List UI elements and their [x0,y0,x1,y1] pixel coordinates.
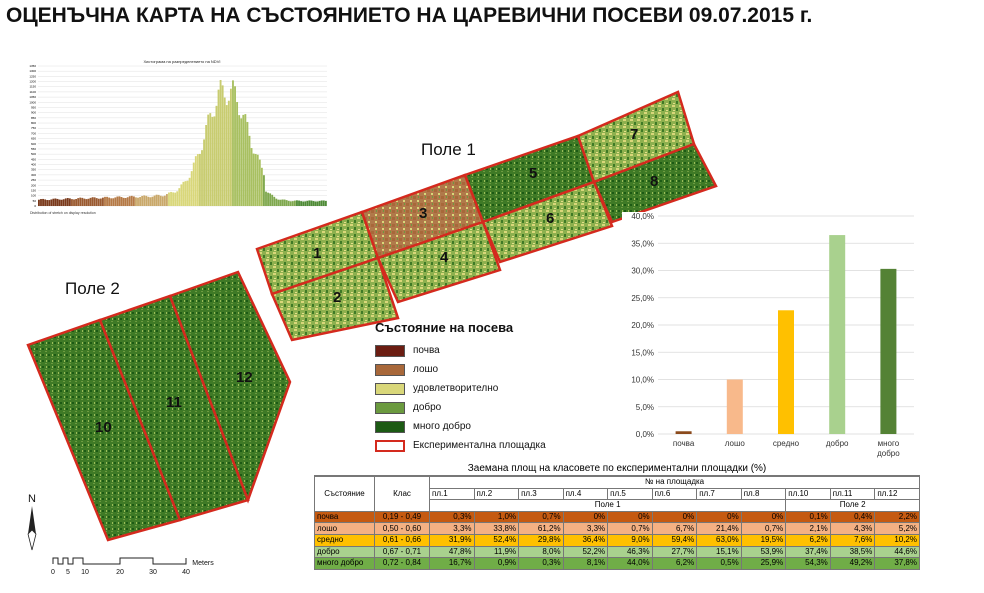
plot-label: 1 [313,245,322,262]
bar [676,431,692,434]
row-state: почва [315,511,375,523]
row-value: 59,4% [652,534,697,546]
class-area-table [314,462,920,584]
bar [829,235,845,434]
north-arrow-icon [22,492,42,552]
y-tick-label: 25,0% [631,293,654,303]
row-value: 4,3% [830,523,875,535]
histogram-y-tick: 200 [30,183,36,188]
field-2-label: Поле 2 [65,279,120,298]
header-plot: пл.8 [741,488,786,500]
row-value: 21,4% [697,523,742,535]
bar [880,269,896,434]
header-plot: пл.11 [830,488,875,500]
histogram-y-tick: 1050 [29,95,36,100]
table-row [315,523,920,535]
row-value: 31,9% [430,534,475,546]
legend-label: Експериментална площадка [413,440,546,451]
header-plot: пл.3 [519,488,564,500]
row-class: 0,19 - 0,49 [375,511,430,523]
plot-label: 12 [236,369,253,386]
histogram-title: Хистограма на разпределението на NDVI [143,59,221,64]
data-table [314,476,920,570]
row-value: 0,9% [474,558,519,570]
row-value: 2,2% [875,511,920,523]
row-value: 49,2% [830,558,875,570]
histogram-y-tick: 650 [30,136,36,141]
row-value: 37,4% [786,546,831,558]
table-caption: Заемана площ на класовете по експериментални площадки (%) [314,462,920,476]
row-value: 0,3% [519,558,564,570]
scale-tick: 20 [116,569,124,576]
row-value: 33,8% [474,523,519,535]
plot-label: 7 [630,126,639,143]
row-value: 6,7% [652,523,697,535]
row-state: средно [315,534,375,546]
histogram-y-tick: 50 [32,198,36,203]
row-value: 15,1% [697,546,742,558]
histogram-y-tick: 750 [30,126,36,131]
header-plot: пл.12 [875,488,920,500]
x-category-label: почва [672,439,695,448]
row-value: 0% [652,511,697,523]
row-value: 9,0% [608,534,653,546]
histogram-y-tick: 1300 [29,69,36,74]
legend-swatch [375,402,405,414]
y-tick-label: 35,0% [631,239,654,249]
header-plot: пл.5 [608,488,653,500]
header-plot: пл.1 [430,488,475,500]
row-class: 0,50 - 0,60 [375,523,430,535]
scale-tick: 40 [182,569,190,576]
header-class: Клас [375,477,430,512]
page-title: ОЦЕНЪЧНА КАРТА НА СЪСТОЯНИЕТО НА ЦАРЕВИЧНИ ПОСЕВИ 09.07.2015 г. [6,4,813,27]
row-value: 2,1% [786,523,831,535]
header-plot: пл.2 [474,488,519,500]
row-state: добро [315,546,375,558]
histogram-y-tick: 100 [30,193,36,198]
row-value: 0% [741,511,786,523]
legend-label: удовлетворително [413,383,499,394]
row-value: 7,6% [830,534,875,546]
legend-label: добро [413,402,442,413]
legend [375,320,615,455]
legend-swatch [375,421,405,433]
field-1-label: Поле 1 [421,140,476,159]
y-tick-label: 0,0% [635,430,654,439]
row-value: 6,2% [786,534,831,546]
row-value: 0,1% [786,511,831,523]
plot-label: 4 [440,249,449,266]
y-tick-label: 20,0% [631,321,654,330]
row-value: 44,6% [875,546,920,558]
legend-swatch [375,345,405,357]
histogram-y-tick: 1250 [29,74,36,79]
plot-label: 3 [419,205,428,222]
histogram-y-tick: 1150 [29,84,36,89]
row-value: 0% [697,511,742,523]
legend-swatch [375,364,405,376]
legend-label: лошо [413,364,439,375]
row-value: 1,0% [474,511,519,523]
histogram-y-tick: 950 [30,105,36,110]
header-plot: пл.6 [652,488,697,500]
plot-label: 11 [166,394,182,411]
scale-bar [48,552,218,588]
header-group-field-2: Поле 2 [786,500,920,512]
row-value: 44,0% [608,558,653,570]
histogram-y-tick: 150 [30,188,36,193]
row-value: 63,0% [697,534,742,546]
histogram-y-tick: 900 [30,110,36,115]
table-row [315,546,920,558]
row-value: 0,7% [608,523,653,535]
table-row [315,534,920,546]
y-tick-label: 30,0% [631,266,654,276]
histogram-y-tick: 700 [30,131,36,136]
scale-unit: Meters [192,560,214,567]
legend-item [375,436,615,455]
row-value: 53,9% [741,546,786,558]
x-category-label: лошо [724,439,745,448]
x-category-label: много [877,439,900,448]
header-plot: пл.4 [563,488,608,500]
row-value: 3,3% [563,523,608,535]
row-class: 0,61 - 0,66 [375,534,430,546]
row-value: 3,3% [430,523,475,535]
plot-label: 5 [529,165,538,182]
histogram-y-tick: 350 [30,167,36,172]
header-plot: пл.10 [786,488,831,500]
histogram-y-tick: 550 [30,146,36,151]
row-value: 0,7% [741,523,786,535]
histogram-y-tick: 850 [30,115,36,120]
row-class: 0,67 - 0,71 [375,546,430,558]
legend-item [375,341,615,360]
histogram-y-tick: 250 [30,178,36,183]
legend-label: много добро [413,421,471,432]
row-value: 11,9% [474,546,519,558]
row-value: 10,2% [875,534,920,546]
histogram-y-tick: 400 [30,162,36,167]
row-value: 52,4% [474,534,519,546]
row-class: 0,72 - 0,84 [375,558,430,570]
histogram-y-tick: 450 [30,157,36,162]
bar [778,310,794,434]
row-value: 6,2% [652,558,697,570]
row-value: 46,3% [608,546,653,558]
legend-label: почва [413,345,440,356]
header-plot: пл.7 [697,488,742,500]
y-tick-label: 15,0% [631,348,654,358]
plot-label: 6 [546,210,555,227]
plot-label: 10 [95,419,112,436]
row-value: 8,1% [563,558,608,570]
histogram-footer: Distribution of stretch on display resolution [30,211,96,215]
y-tick-label: 40,0% [631,212,654,221]
row-value: 29,8% [519,534,564,546]
header-group-field-1: Поле 1 [430,500,786,512]
histogram-y-tick: 1200 [29,79,36,84]
legend-swatch [375,383,405,395]
north-label: N [28,493,36,505]
header-state: Състояние [315,477,375,512]
row-value: 27,7% [652,546,697,558]
header-plot-number: № на площадка [430,477,920,489]
x-category-label: добро [877,449,900,458]
row-value: 5,2% [875,523,920,535]
row-value: 36,4% [563,534,608,546]
row-value: 61,2% [519,523,564,535]
plot-label: 2 [333,289,342,306]
row-value: 8,0% [519,546,564,558]
scale-tick: 10 [81,569,89,576]
histogram-y-tick: 1350 [29,64,36,68]
row-state: много добро [315,558,375,570]
row-value: 38,5% [830,546,875,558]
histogram-y-tick: 1000 [29,100,36,105]
histogram-y-tick: 600 [30,141,36,146]
histogram-y-tick: 1100 [29,89,36,94]
y-tick-label: 5,0% [635,402,654,412]
legend-item [375,360,615,379]
plot-label: 8 [650,173,659,190]
histogram-y-tick: 0 [34,204,36,208]
bar [727,380,743,435]
histogram-y-tick: 500 [30,152,36,157]
legend-item [375,379,615,398]
table-row [315,558,920,570]
field-2 [28,272,290,540]
row-value: 0,3% [430,511,475,523]
scale-tick: 0 [51,569,55,576]
row-value: 37,8% [875,558,920,570]
row-value: 0% [608,511,653,523]
row-value: 0,4% [830,511,875,523]
legend-swatch [375,440,405,452]
scale-tick: 30 [149,569,157,576]
row-value: 0,5% [697,558,742,570]
row-value: 54,3% [786,558,831,570]
row-state: лошо [315,523,375,535]
row-value: 47,8% [430,546,475,558]
row-value: 0% [563,511,608,523]
table-row [315,511,920,523]
histogram-y-tick: 800 [30,121,36,126]
class-share-bar-chart [622,212,920,462]
histogram-y-tick: 300 [30,172,36,177]
y-tick-label: 10,0% [631,375,654,385]
x-category-label: средно [772,439,800,448]
legend-item [375,398,615,417]
legend-item [375,417,615,436]
row-value: 25,9% [741,558,786,570]
scale-tick: 5 [66,569,70,576]
row-value: 52,2% [563,546,608,558]
legend-title: Състояние на посева [375,320,514,335]
row-value: 16,7% [430,558,475,570]
row-value: 19,5% [741,534,786,546]
x-category-label: добро [825,439,849,448]
row-value: 0,7% [519,511,564,523]
